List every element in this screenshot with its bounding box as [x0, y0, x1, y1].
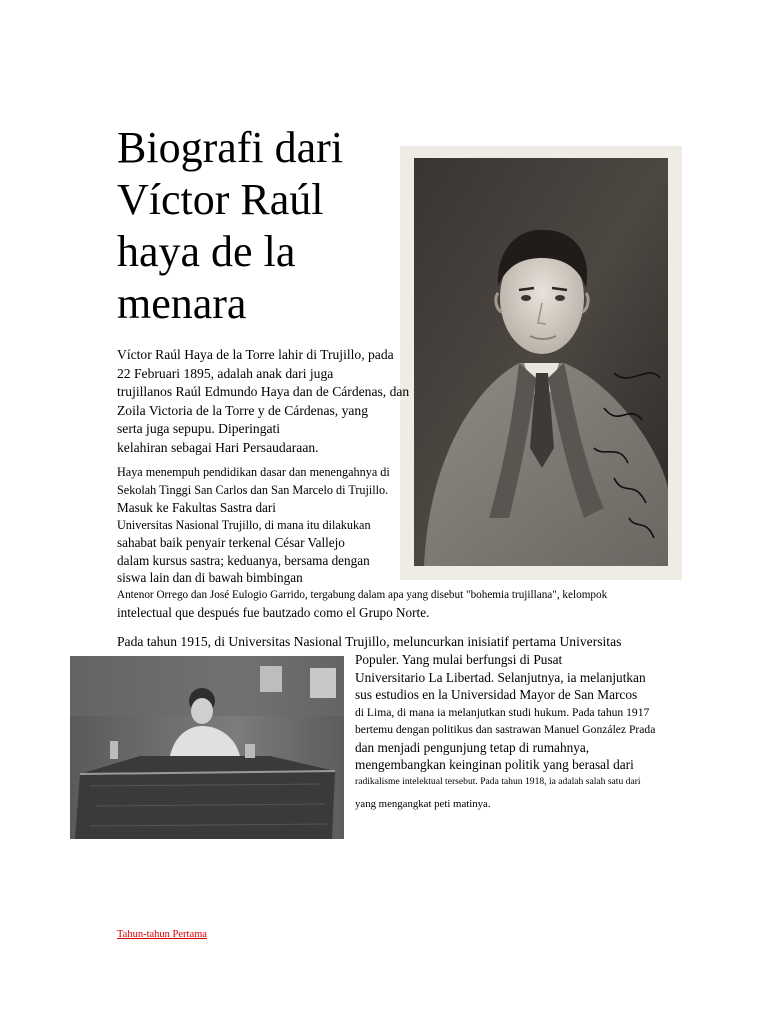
text-line: dalam kursus sastra; keduanya, bersama dengan	[117, 552, 370, 568]
text-line: Víctor Raúl Haya de la Torre lahir di Trujillo, pada	[117, 347, 394, 362]
text-line: trujillanos Raúl Edmundo Haya dan de Cárdenas, dan	[117, 384, 410, 400]
text-line: Universitas Nasional Trujillo, di mana itu dilakukan	[117, 517, 371, 532]
text-line: bertemu dengan politikus dan sastrawan Manuel González Prada	[355, 723, 656, 736]
paragraph-birth	[117, 346, 409, 458]
desk-photo	[70, 656, 344, 839]
text-line: dan menjadi pengunjung tetap di rumahnya,	[355, 739, 590, 755]
paragraph-university-intro	[117, 633, 621, 651]
text-line: 22 Februari 1895, adalah anak dari juga	[117, 365, 334, 381]
document-title	[117, 122, 397, 330]
text-line: intelectual que después fue bautzado como el Grupo Norte.	[117, 605, 430, 620]
paragraph-education	[117, 464, 607, 622]
text-line: siswa lain dan di bawah bimbingan	[117, 570, 303, 585]
text-line: Masuk ke Fakultas Sastra dari	[117, 500, 276, 515]
early-years-link[interactable]: Tahun-tahun Pertama	[117, 929, 207, 940]
text-line: Haya menempuh pendidikan dasar dan menengahnya di	[117, 465, 390, 479]
desk-image	[70, 656, 344, 839]
text-line: mengembangkan keinginan politik yang berasal dari	[355, 757, 634, 772]
text-line: radikalisme intelektual tersebut. Pada tahun 1918, ia adalah salah satu dari	[355, 775, 641, 787]
text-line: Sekolah Tinggi San Carlos dan San Marcelo di Trujillo.	[117, 482, 389, 497]
text-line: Zoila Victoria de la Torre y de Cárdenas, yang	[117, 402, 369, 418]
text-line: sus estudios en la Universidad Mayor de San Marcos	[355, 687, 638, 702]
text-line: Antenor Orrego dan José Eulogio Garrido, tergabung dalam apa yang disebut "bohemia trujillana", kelompok	[117, 588, 608, 601]
title-line: haya de la	[117, 227, 296, 276]
text-line: yang mengangkat peti matinya.	[355, 797, 491, 810]
text-line: kelahiran sebagai Hari Persaudaraan.	[117, 439, 319, 455]
text-line: Universitario La Libertad. Selanjutnya, ia melanjutkan	[355, 669, 646, 685]
paragraph-university-column	[355, 651, 655, 818]
text-line: sahabat baik penyair terkenal César Vallejo	[117, 535, 345, 550]
text-line: serta juga sepupu. Diperingati	[117, 421, 281, 437]
text-line: di Lima, di mana ia melanjutkan studi hukum. Pada tahun 1917	[355, 705, 650, 719]
title-line: Biografi dari	[117, 123, 344, 172]
text-line: Populer. Yang mulai berfungsi di Pusat	[355, 652, 563, 667]
title-line: menara	[117, 279, 247, 328]
title-line: Víctor Raúl	[117, 175, 324, 224]
text-line: Pada tahun 1915, di Universitas Nasional Trujillo, meluncurkan inisiatif pertama Universitas	[117, 634, 622, 649]
